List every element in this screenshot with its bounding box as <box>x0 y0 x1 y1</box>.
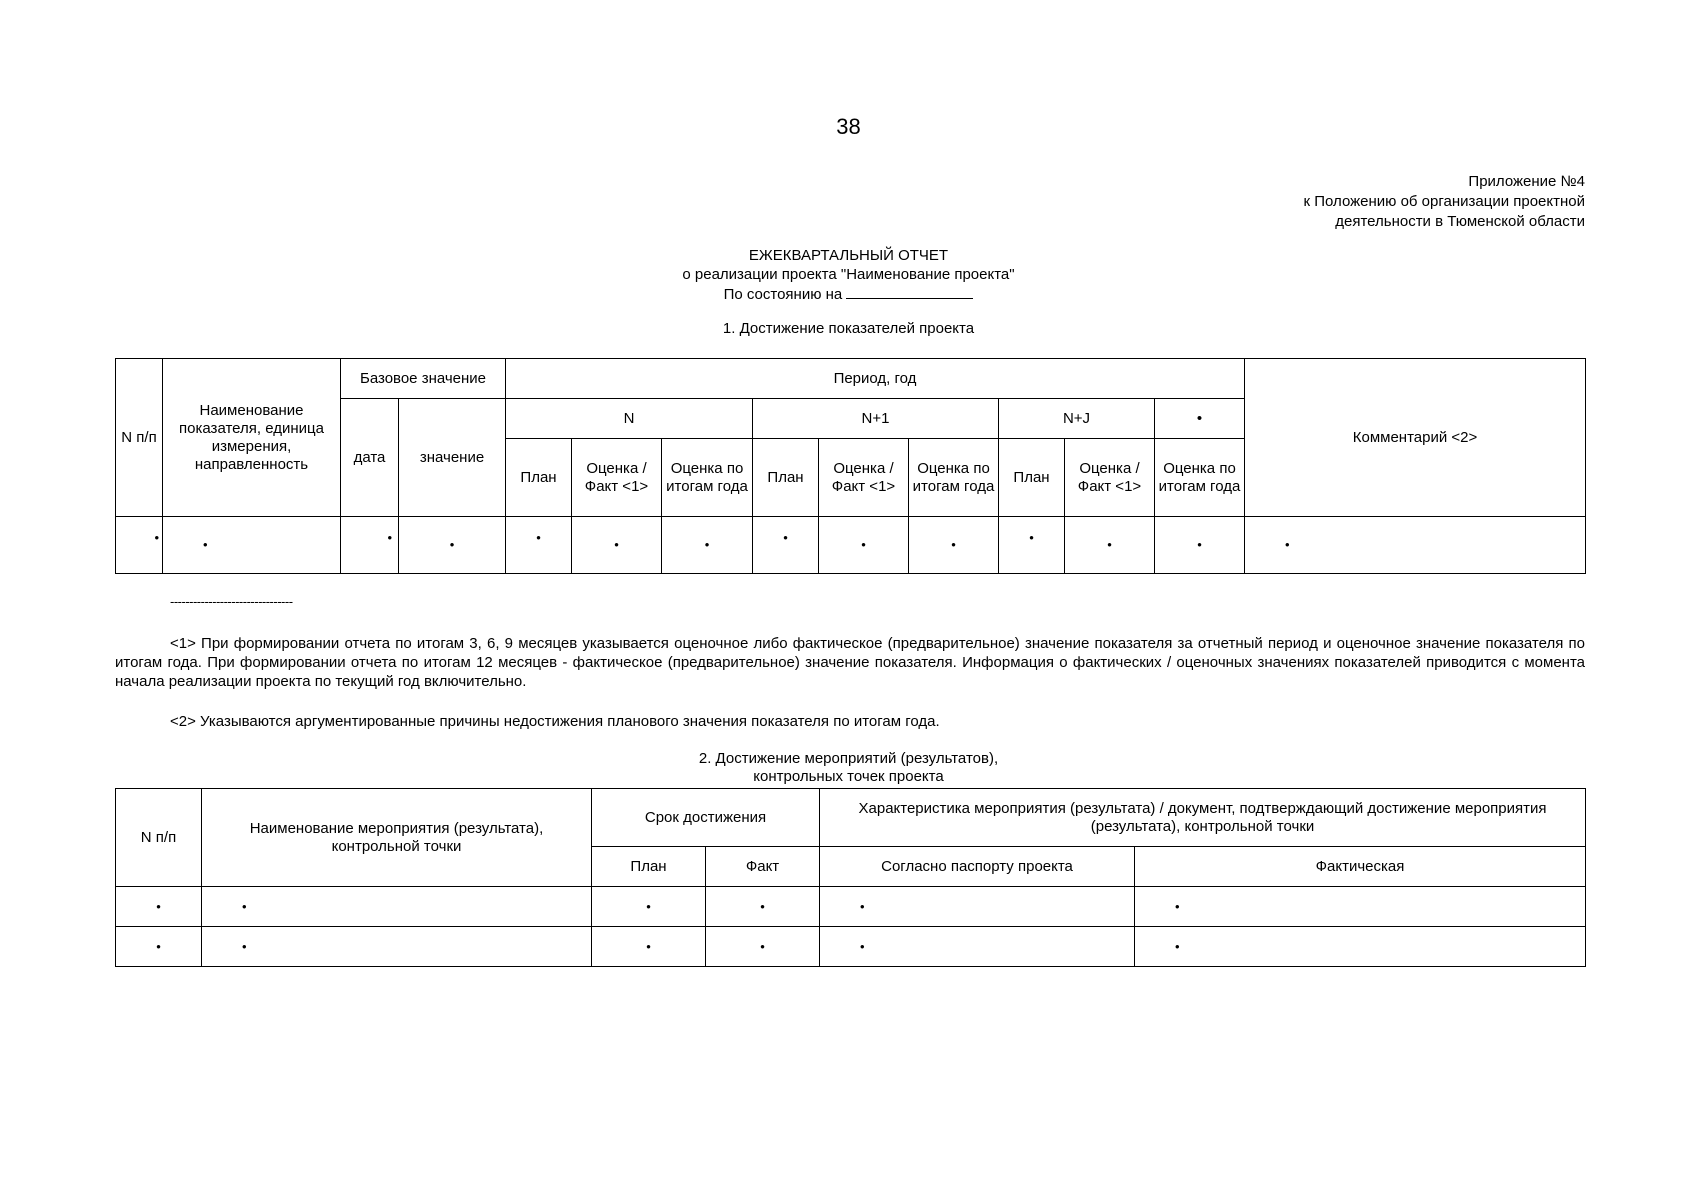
header-deadline: Срок достижения <box>592 789 820 847</box>
header-per-passport: Согласно паспорту проекта <box>820 847 1135 887</box>
cell-marker: • <box>506 517 572 574</box>
report-as-of <box>0 284 1697 304</box>
cell-marker: • <box>592 927 706 967</box>
header-period: Период, год <box>506 359 1245 399</box>
header-year-nj: N+J <box>999 399 1155 439</box>
cell-marker: • <box>116 927 202 967</box>
cell-marker: • <box>820 887 1135 927</box>
appendix-line-2: к Положению об организации проектной <box>1303 193 1585 210</box>
cell-marker: • <box>341 517 399 574</box>
section2-title-line-2: контрольных точек проекта <box>753 768 944 785</box>
appendix-line-1: Приложение №4 <box>1468 173 1585 190</box>
header-estimate-year-bullet: Оценка по итогам года <box>1155 439 1245 517</box>
cell-marker: • <box>706 887 820 927</box>
header-estimate-year-n1: Оценка по итогам года <box>909 439 999 517</box>
header-estimate-fact-n1: Оценка / Факт <1> <box>819 439 909 517</box>
header-indicator-name: Наименование показателя, единица измерения, направленность <box>163 359 341 517</box>
header-fact: Факт <box>706 847 820 887</box>
header-activity-name: Наименование мероприятия (результата), контрольной точки <box>202 789 592 887</box>
section1-title: 1. Достижение показателей проекта <box>722 320 975 337</box>
cell-marker: • <box>399 517 506 574</box>
header-plan-n1: План <box>753 439 819 517</box>
cell-marker: • <box>706 927 820 967</box>
header-plan-nj: План <box>999 439 1065 517</box>
cell-marker: • <box>202 887 592 927</box>
as-of-label: По состоянию на <box>723 286 843 303</box>
activities-table <box>115 788 1586 967</box>
table-row <box>116 517 1586 574</box>
header-estimate-year-n: Оценка по итогам года <box>662 439 753 517</box>
header-year-n1: N+1 <box>753 399 999 439</box>
cell-marker: • <box>999 517 1065 574</box>
report-title: ЕЖЕКВАРТАЛЬНЫЙ ОТЧЕТ <box>748 247 949 264</box>
cell-marker: • <box>1065 517 1155 574</box>
header-year-bullet: • <box>1155 399 1245 439</box>
cell-marker: • <box>1135 887 1586 927</box>
header-estimate-fact-n: Оценка / Факт <1> <box>572 439 662 517</box>
header-characteristic: Характеристика мероприятия (результата) / документ, подтверждающий достижение мероприятия (результата), контрольной точки <box>820 789 1586 847</box>
report-heading <box>0 246 1697 304</box>
cell-marker: • <box>116 517 163 574</box>
header-base-value: Базовое значение <box>341 359 506 399</box>
header-date: дата <box>341 399 399 517</box>
indicators-table <box>115 358 1586 574</box>
cell-marker: • <box>1245 517 1586 574</box>
cell-marker: • <box>753 517 819 574</box>
cell-marker: • <box>909 517 999 574</box>
footnote-separator: -------------------------------- <box>170 594 293 609</box>
section2-title-line-1: 2. Достижение мероприятий (результатов), <box>698 750 999 767</box>
cell-marker: • <box>116 887 202 927</box>
cell-marker: • <box>820 927 1135 967</box>
header-plan-n: План <box>506 439 572 517</box>
header-plan: План <box>592 847 706 887</box>
cell-marker: • <box>592 887 706 927</box>
cell-marker: • <box>202 927 592 967</box>
cell-marker: • <box>572 517 662 574</box>
header-num: N п/п <box>116 359 163 517</box>
report-subtitle: о реализации проекта "Наименование проекта" <box>682 266 1015 283</box>
header-actual: Фактическая <box>1135 847 1586 887</box>
table-row <box>116 927 1586 967</box>
cell-marker: • <box>662 517 753 574</box>
appendix-line-3: деятельности в Тюменской области <box>1335 213 1585 230</box>
table-row <box>116 887 1586 927</box>
section2-title <box>0 750 1697 786</box>
header-year-n: N <box>506 399 753 439</box>
cell-marker: • <box>1135 927 1586 967</box>
header-value: значение <box>399 399 506 517</box>
cell-marker: • <box>163 517 341 574</box>
header-num: N п/п <box>116 789 202 887</box>
footnote-1: <1> При формировании отчета по итогам 3, 6, 9 месяцев указывается оценочное либо фактическое (предварительное) значение показателя за отчетный период и оценочное значение показателя по итогам года. При формировании отчета по итогам 12 месяцев - фактическое (предварительное) значение показателя. Информация о фактических / оценочных значениях показателей приводится с момента начала реализации проекта по текущий год включительно. <box>115 635 1585 690</box>
header-estimate-fact-nj: Оценка / Факт <1> <box>1065 439 1155 517</box>
footnote-2: <2> Указываются аргументированные причины недостижения планового значения показателя по итогам года. <box>170 713 940 730</box>
page-number: 38 <box>836 114 861 139</box>
cell-marker: • <box>1155 517 1245 574</box>
header-comment: Комментарий <2> <box>1245 359 1586 517</box>
appendix-header <box>1304 172 1586 232</box>
cell-marker: • <box>819 517 909 574</box>
date-blank-line <box>846 284 973 299</box>
